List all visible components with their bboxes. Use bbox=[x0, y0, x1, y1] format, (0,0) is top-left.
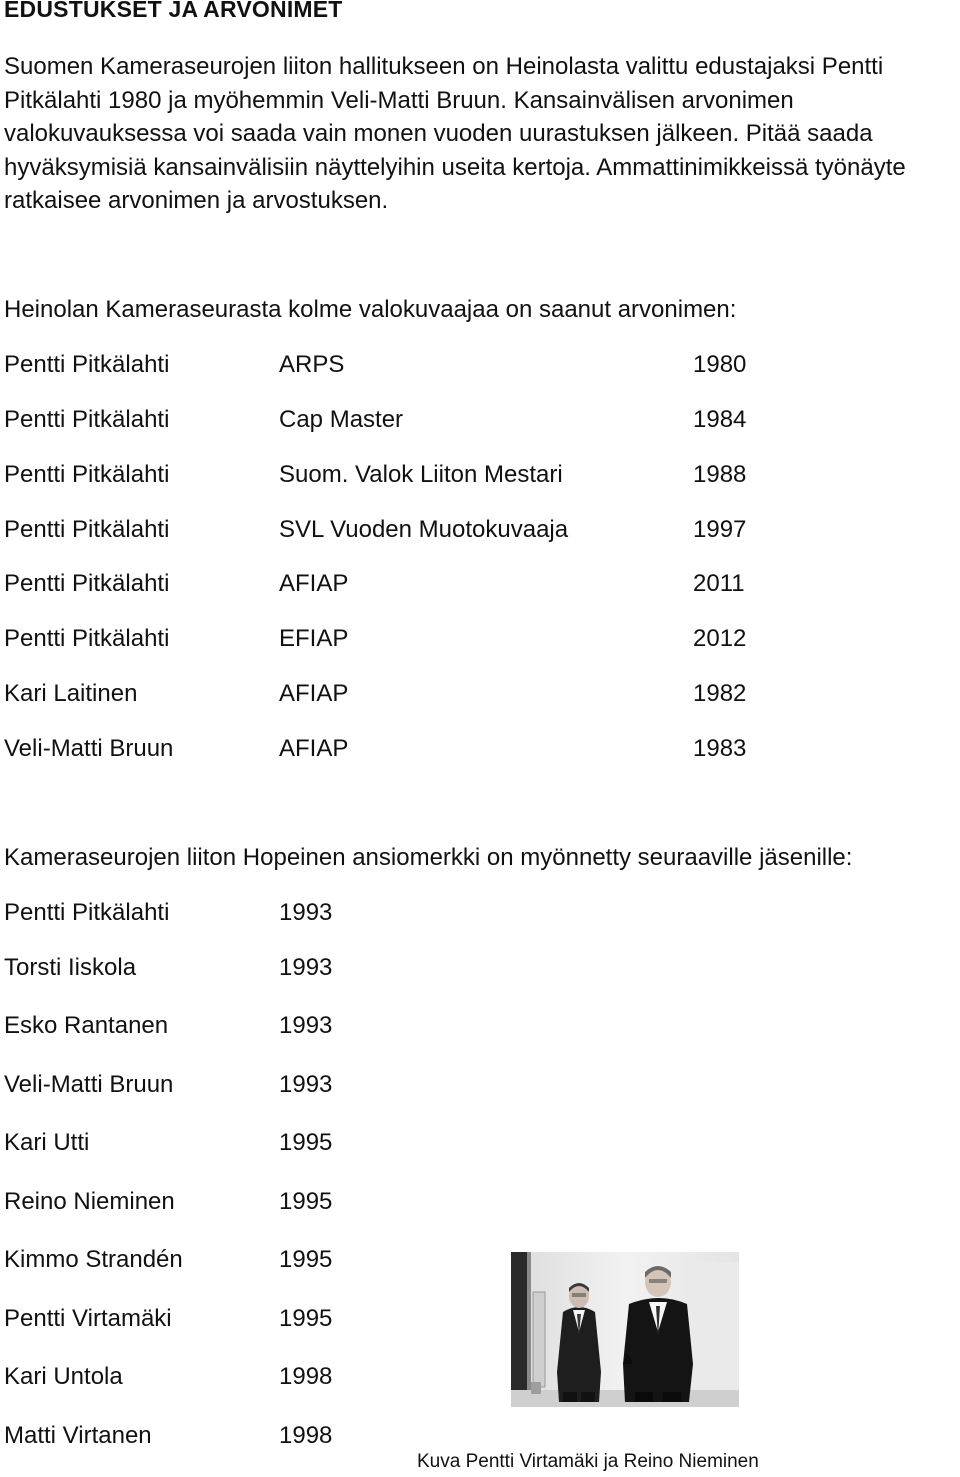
title-year: 1982 bbox=[693, 680, 747, 707]
person-name: Pentti Pitkälahti bbox=[4, 406, 170, 433]
person-name: Esko Rantanen bbox=[4, 1012, 169, 1039]
badge-row bbox=[0, 1305, 960, 1335]
title-row bbox=[0, 570, 960, 600]
badge-row bbox=[0, 1129, 960, 1159]
person-name: Kari Laitinen bbox=[4, 680, 138, 707]
badge-year: 1998 bbox=[279, 1422, 333, 1449]
title-name: ARPS bbox=[279, 351, 345, 378]
person-name: Pentti Virtamäki bbox=[4, 1305, 172, 1332]
badge-lead: Kameraseurojen liiton Hopeinen ansiomerkki on myönnetty seuraaville jäsenille: bbox=[4, 844, 853, 871]
title-year: 1988 bbox=[693, 461, 747, 488]
badge-row bbox=[0, 1188, 960, 1218]
intro-line: Pitkälahti 1980 ja myöhemmin Veli-Matti Bruun. Kansainvälisen arvonimen bbox=[4, 86, 794, 114]
intro-line: Suomen Kameraseurojen liiton hallitukseen on Heinolasta valittu edustajaksi Pentti bbox=[4, 53, 884, 80]
badge-year: 1998 bbox=[279, 1363, 333, 1390]
photo bbox=[511, 1252, 739, 1407]
person-name: Pentti Pitkälahti bbox=[4, 351, 170, 378]
photo-illustration bbox=[511, 1252, 739, 1407]
title-name: Cap Master bbox=[279, 406, 404, 433]
title-year: 2011 bbox=[693, 570, 745, 597]
person-name: Pentti Pitkälahti bbox=[4, 570, 170, 597]
person-name: Kari Utti bbox=[4, 1129, 90, 1156]
badge-row bbox=[0, 899, 960, 929]
person-name: Pentti Pitkälahti bbox=[4, 461, 170, 488]
badge-year: 1995 bbox=[279, 1129, 333, 1156]
person-name: Matti Virtanen bbox=[4, 1422, 152, 1449]
badge-row bbox=[0, 1422, 960, 1452]
title-year: 1997 bbox=[693, 516, 747, 543]
person-name: Veli-Matti Bruun bbox=[4, 1071, 174, 1098]
title-name: AFIAP bbox=[279, 570, 349, 597]
person-name: Pentti Pitkälahti bbox=[4, 516, 170, 543]
title-year: 1983 bbox=[693, 735, 747, 762]
title-year: 1980 bbox=[693, 351, 747, 378]
intro-line: hyväksymisiä kansainvälisiin näyttelyihin useita kertoja. Ammattinimikkeissä työnäyte bbox=[4, 153, 906, 181]
title-row bbox=[0, 625, 960, 655]
badge-year: 1995 bbox=[279, 1188, 333, 1215]
title-name: SVL Vuoden Muotokuvaaja bbox=[279, 516, 569, 543]
badge-row bbox=[0, 1246, 960, 1276]
intro-paragraph bbox=[4, 50, 959, 218]
title-row bbox=[0, 680, 960, 710]
badge-year: 1995 bbox=[279, 1305, 333, 1332]
person-name: Pentti Pitkälahti bbox=[4, 625, 170, 652]
badge-year: 1993 bbox=[279, 954, 333, 981]
badge-row bbox=[0, 954, 960, 984]
title-name: Suom. Valok Liiton Mestari bbox=[279, 461, 563, 488]
person-name: Veli-Matti Bruun bbox=[4, 735, 174, 762]
title-row bbox=[0, 735, 960, 765]
title-row bbox=[0, 351, 960, 381]
title-year: 1984 bbox=[693, 406, 747, 433]
intro-line: valokuvauksessa voi saada vain monen vuoden uurastuksen jälkeen. Pitää saada bbox=[4, 120, 873, 148]
title-row bbox=[0, 406, 960, 436]
badge-row bbox=[0, 1071, 960, 1101]
title-row bbox=[0, 516, 960, 546]
person-name: Torsti Iiskola bbox=[4, 954, 137, 981]
titles-lead: Heinolan Kameraseurasta kolme valokuvaajaa on saanut arvonimen: bbox=[4, 296, 737, 323]
person-name: Kari Untola bbox=[4, 1363, 123, 1390]
badge-year: 1995 bbox=[279, 1246, 333, 1273]
badge-year: 1993 bbox=[279, 899, 333, 926]
badge-row bbox=[0, 1012, 960, 1042]
badge-year: 1993 bbox=[279, 1071, 333, 1098]
intro-line: ratkaisee arvonimen ja arvostuksen. bbox=[4, 187, 389, 215]
photo-caption: Kuva Pentti Virtamäki ja Reino Nieminen bbox=[417, 1451, 759, 1472]
badge-row bbox=[0, 1363, 960, 1393]
person-name: Kimmo Strandén bbox=[4, 1246, 183, 1273]
person-name: Pentti Pitkälahti bbox=[4, 899, 170, 926]
person-name: Reino Nieminen bbox=[4, 1188, 175, 1215]
title-year: 2012 bbox=[693, 625, 747, 652]
badge-year: 1993 bbox=[279, 1012, 333, 1039]
title-name: AFIAP bbox=[279, 735, 349, 762]
title-name: AFIAP bbox=[279, 680, 349, 707]
page-heading: EDUSTUKSET JA ARVONIMET bbox=[4, 0, 343, 22]
title-name: EFIAP bbox=[279, 625, 349, 652]
title-row bbox=[0, 461, 960, 491]
